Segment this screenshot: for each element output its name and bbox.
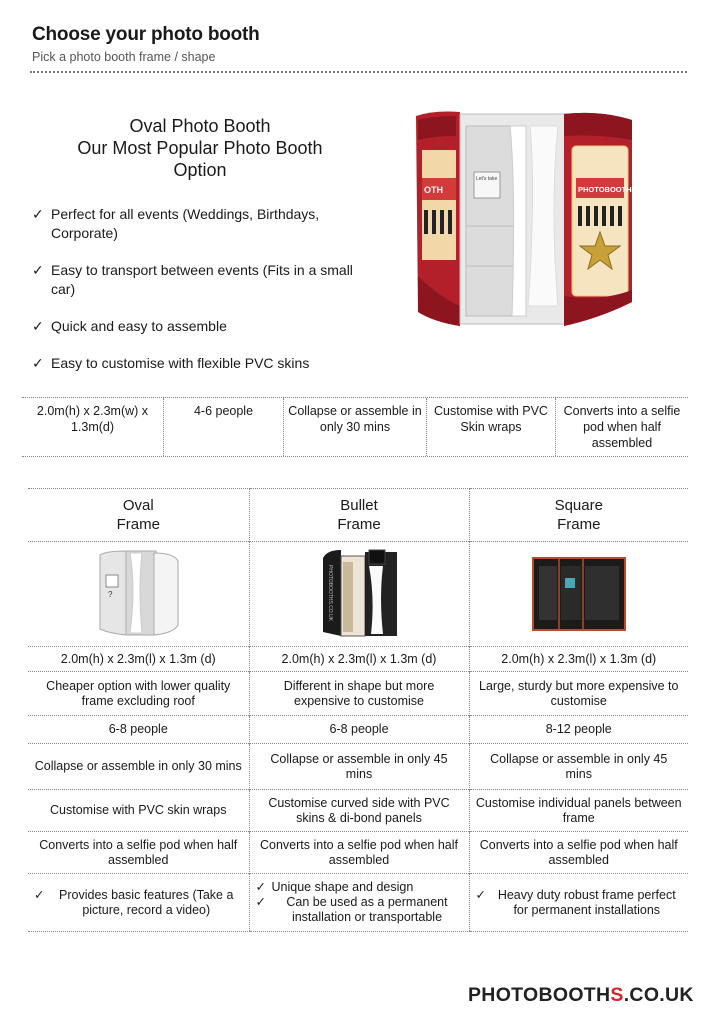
bullet-frame-booth-image <box>317 548 401 640</box>
column-header-bullet: Bullet Frame <box>249 489 469 542</box>
column-header-square: Square Frame <box>469 489 688 542</box>
hero-title-line: Oval Photo Booth <box>129 116 271 136</box>
spec-customise: Customise with PVC Skin wraps <box>426 398 555 456</box>
hero-title <box>40 115 360 181</box>
check-icon: ✓ <box>255 880 266 894</box>
spec-dimensions: 2.0m(h) x 2.3m(w) x 1.3m(d) <box>36 404 149 434</box>
bullet-item: ✓ Heavy duty robust frame perfect for permanent installations <box>475 887 676 917</box>
table-row <box>28 672 688 716</box>
feature-list <box>32 205 362 391</box>
hero-title-line: Option <box>173 160 227 180</box>
skin-text: PHOTOBOOTHS <box>578 185 637 194</box>
svg-text:PHOTOBOOTHS.CO.UK: PHOTOBOOTHS.CO.UK <box>327 565 333 622</box>
feature-text: Easy to customise with flexible PVC skins <box>51 355 310 371</box>
feature-item <box>32 205 362 243</box>
table-cell: 6-8 people <box>249 716 469 744</box>
table-cell: 8-12 people <box>469 716 688 744</box>
svg-text:?: ? <box>108 590 113 599</box>
check-icon: ✓ <box>32 206 44 222</box>
check-icon: ✓ <box>32 318 44 334</box>
spec-selfie-pod: Converts into a selfie pod when half assembled <box>555 398 688 456</box>
bullet-item: ✓ Provides basic features (Take a picture, record a video) <box>34 887 234 917</box>
table-row <box>28 716 688 744</box>
page-title: Choose your photo booth <box>32 24 260 45</box>
feature-item <box>32 261 362 299</box>
table-header-row <box>28 489 688 542</box>
oval-booth-hero-image <box>412 106 637 332</box>
check-icon: ✓ <box>34 887 45 902</box>
table-cell: Cheaper option with lower quality frame excluding roof <box>28 672 249 716</box>
table-cell: 2.0m(h) x 2.3m(l) x 1.3m (d) <box>28 647 249 672</box>
table-cell: Customise with PVC skin wraps <box>28 790 249 832</box>
brand-logo: PHOTOBOOTHS.CO.UK <box>468 984 694 1006</box>
table-row <box>28 744 688 790</box>
table-cell: Large, sturdy but more expensive to customise <box>469 672 688 716</box>
header-divider <box>30 71 687 73</box>
table-cell: Different in shape but more expensive to customise <box>249 672 469 716</box>
table-cell: Converts into a selfie pod when half assembled <box>469 832 688 874</box>
table-cell: 2.0m(h) x 2.3m(l) x 1.3m (d) <box>249 647 469 672</box>
check-icon: ✓ <box>475 887 486 902</box>
table-cell: 2.0m(h) x 2.3m(l) x 1.3m (d) <box>469 647 688 672</box>
column-header-oval: Oval Frame <box>28 489 249 542</box>
table-row <box>28 647 688 672</box>
feature-text: Easy to transport between events (Fits in a small car) <box>51 262 353 297</box>
table-bullet-row <box>28 874 688 932</box>
table-cell: Collapse or assemble in only 30 mins <box>28 744 249 790</box>
oval-frame-booth-image <box>96 549 180 639</box>
table-row <box>28 790 688 832</box>
check-icon: ✓ <box>255 895 266 909</box>
feature-text: Quick and easy to assemble <box>51 318 227 334</box>
table-cell: Converts into a selfie pod when half assembled <box>249 832 469 874</box>
page-header <box>32 24 260 64</box>
spec-capacity: 4-6 people <box>163 398 283 456</box>
bullet-item: ✓ Can be used as a permanent installation or transportable <box>255 895 448 924</box>
table-image-row <box>28 542 688 647</box>
table-row <box>28 832 688 874</box>
svg-text:OTH: OTH <box>424 185 443 195</box>
table-cell: Collapse or assemble in only 45 mins <box>249 744 469 790</box>
table-cell: Collapse or assemble in only 45 mins <box>469 744 688 790</box>
spec-assembly: Collapse or assemble in only 30 mins <box>283 398 426 456</box>
feature-text: Perfect for all events (Weddings, Birthdays, Corporate) <box>51 206 320 241</box>
page-subtitle: Pick a photo booth frame / shape <box>32 50 216 64</box>
check-icon: ✓ <box>32 355 44 371</box>
feature-item <box>32 317 362 336</box>
table-cell: Converts into a selfie pod when half assembled <box>28 832 249 874</box>
table-cell: Customise curved side with PVC skins & di-bond panels <box>249 790 469 832</box>
table-cell: Customise individual panels between frame <box>469 790 688 832</box>
check-icon: ✓ <box>32 262 44 278</box>
frame-comparison-table <box>28 488 688 932</box>
spec-strip <box>22 397 688 457</box>
table-cell: 6-8 people <box>28 716 249 744</box>
bullet-item: ✓ Unique shape and design <box>255 880 414 894</box>
square-frame-booth-image <box>529 554 629 634</box>
svg-text:Let's take: Let's take <box>476 176 498 182</box>
feature-item <box>32 354 362 373</box>
hero-title-line: Our Most Popular Photo Booth <box>77 138 323 158</box>
